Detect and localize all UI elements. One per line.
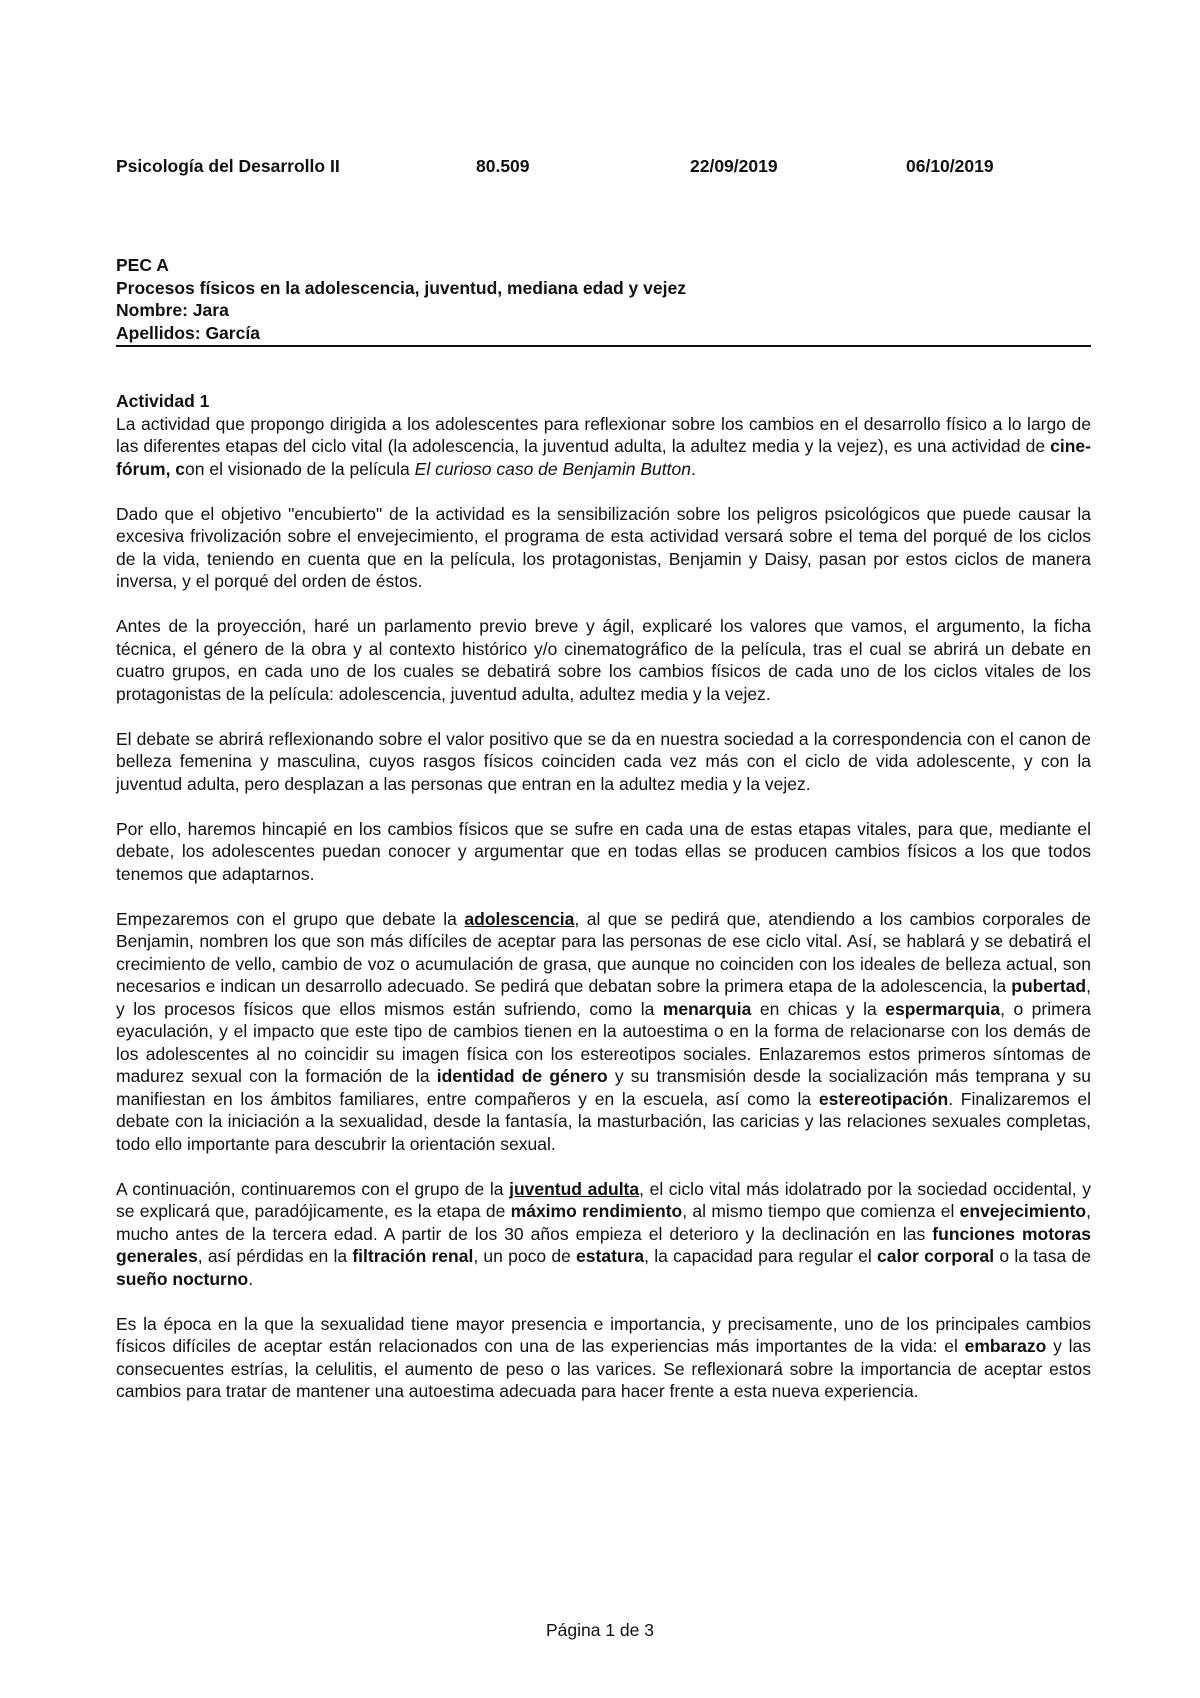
course-code: 80.509 xyxy=(476,156,530,176)
paragraph-8 xyxy=(116,1313,1091,1403)
paragraph-text: , y los procesos físicos que ellos mismos están sufriendo, como la xyxy=(116,976,1091,1019)
paragraph-2: Dado que el objetivo "encubierto" de la actividad es la sensibilización sobre los peligros psicológicos que puede causar la excesiva frivolización sobre el envejecimiento, el programa de esta actividad versará sobre el tema del porqué de los ciclos de la vida, teniendo en cuenta que en la película, los protagonistas, Benjamin y Daisy, pasan por estos ciclos de manera inversa, y el porqué del orden de éstos. xyxy=(116,503,1091,591)
activity-heading: Actividad 1 xyxy=(116,391,210,411)
student-surname: Apellidos: García xyxy=(116,322,260,343)
keyword: embarazo xyxy=(964,1336,1047,1356)
paragraph-4: El debate se abrirá reflexionando sobre el valor positivo que se da en nuestra sociedad a la correspondencia con el canon de belleza femenina y masculina, cuyos rasgos físicos coinciden cada vez más con el ciclo de vida adolescente, y con la juventud adulta, pero desplazan a las personas que entran en la adultez media y la vejez. xyxy=(116,728,1091,794)
paragraph-text: , un poco de xyxy=(473,1246,577,1266)
paragraph-text: o la tasa de xyxy=(994,1246,1091,1266)
paragraph-text: . xyxy=(248,1268,254,1289)
keyword: estereotipación xyxy=(818,1088,949,1109)
paragraph-text: , el ciclo vital más idolatrado por la sociedad occidental, y se explicará que, paradójicamente, es la etapa de xyxy=(116,1178,1091,1221)
keyword: estatura xyxy=(576,1246,645,1266)
keyword: espermarquia xyxy=(885,998,1001,1019)
keyword: cine-fórum, c xyxy=(116,436,1091,479)
paragraph-text: , la capacidad para regular el xyxy=(644,1246,877,1266)
title-block xyxy=(116,254,1091,347)
paragraph-text: y las consecuentes estrías, la celulitis, el aumento de peso o las varices. Se reflexionará sobre la importancia de aceptar estos cambios para tratar de mantener una autoestima adecuada para hacer frente a esta nueva experiencia. xyxy=(116,1336,1091,1401)
paragraph-text: . xyxy=(690,458,696,479)
film-title: El curioso caso de Benjamin Button xyxy=(414,458,691,479)
paragraph-5: Por ello, haremos hincapié en los cambios físicos que se sufre en cada una de estas etapas vitales, para que, mediante el debate, los adolescentes puedan conocer y argumentar que en todas ellas se producen cambios físicos a los que todos tenemos que adaptarnos. xyxy=(116,818,1091,884)
paragraph-text: y su transmisión desde la socialización más temprana y su manifiestan en los ámbitos familiares, entre compañeros y en la escuela, así como la xyxy=(116,1066,1091,1109)
paragraph-text: . Finalizaremos el debate con la iniciación a la sexualidad, desde la fantasía, la masturbación, las caricias y las relaciones sexuales completas, todo ello importante para descubrir la orientación sexual. xyxy=(116,1088,1091,1154)
paragraph-text: Empezaremos con el grupo que debate la xyxy=(116,908,465,929)
document-body xyxy=(116,390,1091,1403)
course-name: Psicología del Desarrollo II xyxy=(116,156,340,176)
paragraph-1 xyxy=(116,413,1091,481)
paragraph-text: , mucho antes de la tercera edad. A partir de los 30 años empieza el deterioro y la declinación en las xyxy=(116,1201,1091,1244)
keyword: pubertad xyxy=(1011,976,1087,996)
keyword: menarquia xyxy=(662,998,752,1019)
keyword: sueño nocturno xyxy=(116,1268,249,1289)
paragraph-text: , al mismo tiempo que comienza el xyxy=(682,1201,960,1221)
paragraph-7 xyxy=(116,1178,1091,1291)
paragraph-text: La actividad que propongo dirigida a los adolescentes para reflexionar sobre los cambios en el desarrollo físico a lo largo de las diferentes etapas del ciclo vital (la adolescencia, la juventud adulta, la adultez media y la vejez), es una actividad de xyxy=(116,413,1091,456)
keyword: envejecimiento xyxy=(959,1201,1087,1221)
pec-label: PEC A xyxy=(116,255,169,275)
keyword: calor corporal xyxy=(877,1246,995,1266)
start-date: 22/09/2019 xyxy=(690,156,778,176)
keyword: identidad de género xyxy=(436,1066,608,1086)
paragraph-6 xyxy=(116,908,1091,1156)
end-date: 06/10/2019 xyxy=(906,156,994,176)
paragraph-text: Es la época en la que la sexualidad tiene mayor presencia e importancia, y precisamente, uno de los principales cambios físicos difíciles de aceptar están relacionados con una de las experiencias más importantes de la vida: el xyxy=(116,1313,1091,1356)
paragraph-text: , así pérdidas en la xyxy=(197,1246,353,1266)
paragraph-text: on el visionado de la película xyxy=(185,458,415,479)
paragraph-3: Antes de la proyección, haré un parlamento previo breve y ágil, explicaré los valores que vamos, el argumento, la ficha técnica, el género de la obra y al contexto histórico y/o cinematográfico de la película, tras el cual se abrirá un debate en cuatro grupos, en cada uno de los cuales se debatirá sobre los cambios físicos de cada uno de los ciclos vitales de los protagonistas de la película: adolescencia, juventud adulta, adultez media y la vejez. xyxy=(116,616,1091,704)
paragraph-text: , o primera eyaculación, y el impacto que este tipo de cambios tienen en la autoestima o en la forma de relacionarse con los demás de los adolescentes al no coincidir su imagen física con los estereotipos sociales. Enlazaremos estos primeros síntomas de madurez sexual con la formación de la xyxy=(116,998,1092,1086)
keyword-underlined: adolescencia xyxy=(464,908,575,929)
document-header xyxy=(116,156,1096,180)
paragraph-text: en chicas y la xyxy=(751,998,886,1019)
keyword: máximo rendimiento xyxy=(510,1201,683,1221)
subject-title: Procesos físicos en la adolescencia, juventud, mediana edad y vejez xyxy=(116,277,686,298)
page-number: Página 1 de 3 xyxy=(545,1620,654,1640)
keyword: filtración renal xyxy=(352,1246,474,1266)
student-name: Nombre: Jara xyxy=(116,300,229,320)
keyword: funciones motoras generales xyxy=(116,1223,1091,1266)
keyword-underlined: juventud adulta xyxy=(509,1178,640,1199)
paragraph-text: A continuación, continuaremos con el grupo de la xyxy=(116,1178,510,1199)
paragraph-text: , al que se pedirá que, atendiendo a los cambios corporales de Benjamin, nombren los que son más difíciles de aceptar para las personas de ese ciclo vital. Así, se hablará y se debatirá el crecimiento de vello, cambio de voz o acumulación de grasa, que aunque no coinciden con los ideales de belleza actual, son necesarios e indican un desarrollo adecuado. Se pedirá que debatan sobre la primera etapa de la adolescencia, la xyxy=(116,908,1092,996)
